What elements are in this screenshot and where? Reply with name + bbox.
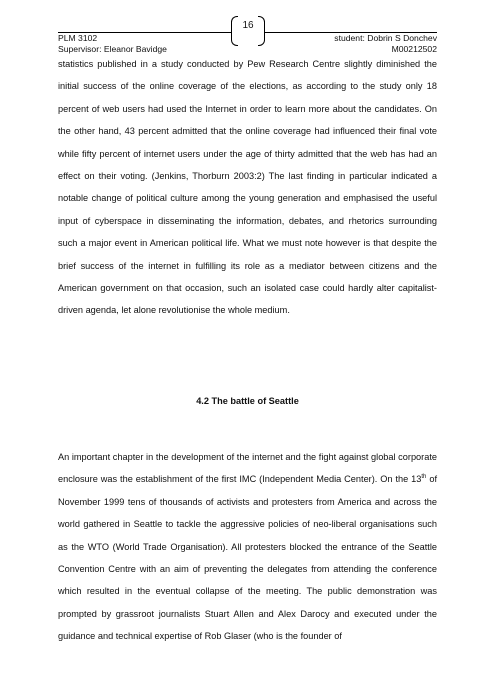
paragraph-text: statistics published in a study conducted by Pew Research Centre slightly diminished the initial success of the online coverage of the elections, as according to the study only 18 percent of web users had used the Internet in order to learn more about the candidates. On the other hand, 43 percent admitted that the online coverage had influenced their final vote while fifty percent of internet users under the age of thirty admitted that the web has had an effect on their voting. (Jenkins, Thorburn 2003:2) The last finding in particular indicated a notable change of political culture among the young generation and emphasised the useful input of cyberspace in disseminating the information, debates, and rhetorics surrounding such a major event in American political life. What we must note however is that despite the brief success of the internet in fulfilling its role as a mediator between citizens and the American government on that occasion, such an isolated case could hardly alter capitalist-driven agenda, let alone revolutionise the whole medium.: [58, 59, 437, 316]
page-number-box: [231, 16, 265, 44]
section-heading: 4.2 The battle of Seattle: [196, 396, 299, 406]
page-number: 16: [242, 20, 254, 31]
paragraph-text: [58, 446, 437, 648]
body-paragraph-2: [58, 446, 437, 648]
student-id: M00212502: [391, 44, 437, 54]
ordinal-superscript: th: [421, 474, 427, 481]
course-code: PLM 3102: [58, 33, 98, 43]
student-name: student: Dobrin S Donchev: [334, 33, 437, 43]
paragraph-text-part-2: of November 1999 tens of thousands of activists and protesters from America and across the world gathered in Seattle to tackle the aggressive policies of neo-liberal organisations such as the WTO (World Trade Organisation). All protesters blocked the entrance of the Seattle Convention Centre with an aim of preventing the delegates from attending the conference which resulted in the eventual collapse of the meeting. The public demonstration was prompted by grassroot journalists Stuart Allen and Alex Darocy and executed under the guidance and technical expertise of Rob Glaser (who is the founder of: [58, 474, 437, 642]
supervisor-name: Supervisor: Eleanor Bavidge: [58, 44, 167, 54]
body-paragraph-1: [58, 53, 437, 322]
paragraph-text-part-1: An important chapter in the development of the internet and the fight against global corporate enclosure was the establishment of the first IMC (Independent Media Center). On the 13: [58, 452, 437, 485]
